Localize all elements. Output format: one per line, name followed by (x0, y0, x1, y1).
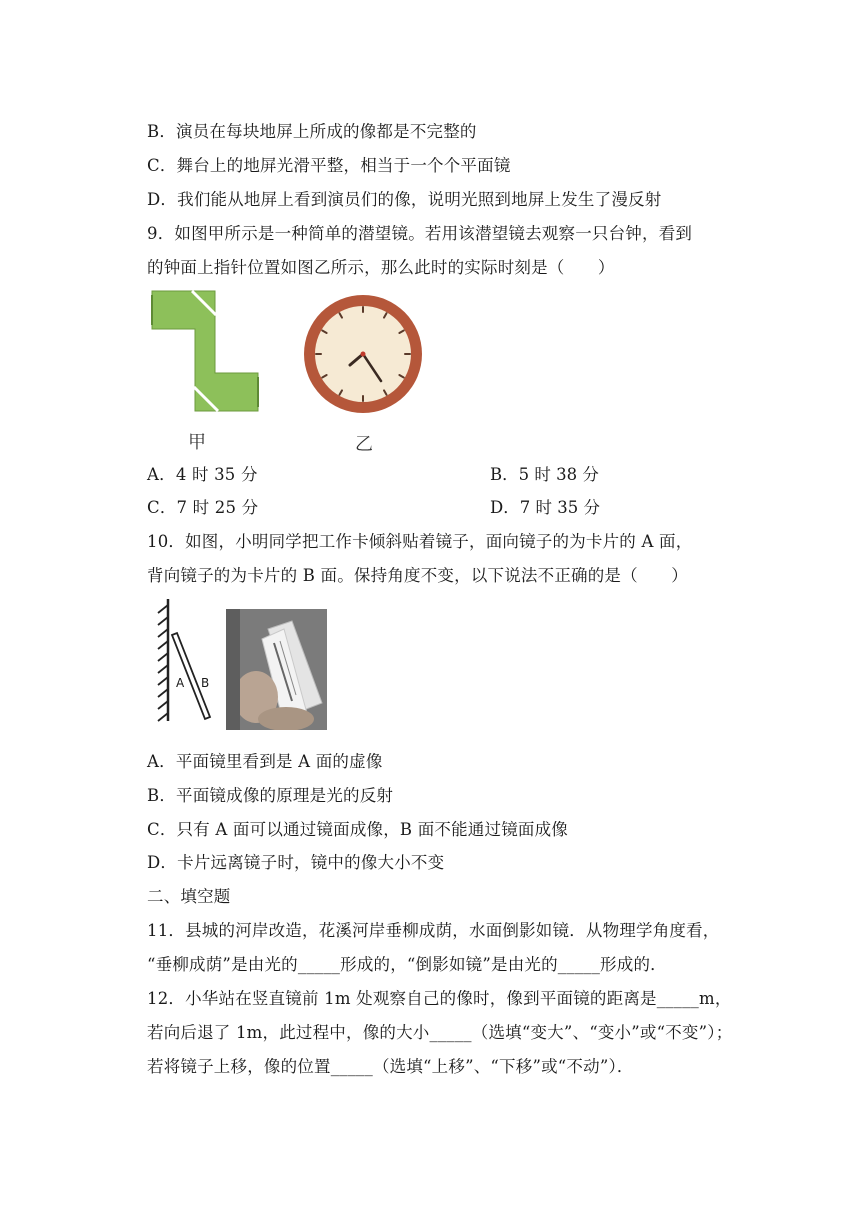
q11-line2: “垂柳成荫”是由光的_____形成的，“倒影如镜”是由光的_____形成的． (147, 955, 667, 974)
q10-option-b: B．平面镜成像的原理是光的反射 (147, 786, 394, 805)
q10-stem-line1: 10．如图，小明同学把工作卡倾斜贴着镜子，面向镜子的为卡片的 A 面， (147, 532, 693, 551)
card-mirror-photo (226, 609, 327, 730)
q12-line3: 若将镜子上移，像的位置_____（选填“上移”、“下移”或“不动”）． (147, 1057, 634, 1076)
q9-option-a: A．4 时 35 分 (147, 465, 258, 484)
q10-option-a: A．平面镜里看到是 A 面的虚像 (147, 752, 383, 771)
q12-line1: 12．小华站在竖直镜前 1m 处观察自己的像时，像到平面镜的距离是_____m， (147, 989, 732, 1008)
q11-line1: 11．县城的河岸改造，花溪河岸垂柳成荫，水面倒影如镜．从物理学角度看， (147, 921, 720, 940)
figure-label-jia: 甲 (188, 432, 206, 453)
q8-option-d: D．我们能从地屏上看到演员们的像，说明光照到地屏上发生了漫反射 (147, 190, 662, 209)
q9-stem-line2: 的钟面上指针位置如图乙所示，那么此时的实际时刻是（ ） (147, 258, 615, 277)
periscope-icon (150, 289, 262, 413)
q10-option-d: D．卡片远离镜子时，镜中的像大小不变 (147, 853, 445, 872)
card-side-b-label: B (201, 676, 210, 690)
section-heading-fill-in: 二、填空题 (147, 887, 231, 906)
q9-option-d: D．7 时 35 分 (490, 498, 600, 517)
q9-stem-line1: 9．如图甲所示是一种简单的潜望镜。若用该潜望镜去观察一只台钟，看到 (147, 224, 693, 243)
mirror-card-diagram (152, 597, 214, 723)
q10-stem-line2: 背向镜子的为卡片的 B 面。保持角度不变，以下说法不正确的是（ ） (147, 566, 688, 585)
clock-icon (302, 293, 424, 415)
q9-option-b: B．5 时 38 分 (490, 465, 599, 484)
card-side-a-label: A (176, 676, 185, 690)
q8-option-b: B．演员在每块地屏上所成的像都是不完整的 (147, 122, 477, 141)
q10-option-c: C．只有 A 面可以通过镜面成像，B 面不能通过镜面成像 (147, 820, 569, 839)
q9-option-c: C．7 时 25 分 (147, 498, 259, 517)
q12-line2: 若向后退了 1m，此过程中，像的大小_____（选填“变大”、“变小”或“不变”）； (147, 1023, 733, 1042)
q8-option-c: C．舞台上的地屏光滑平整，相当于一个个平面镜 (147, 156, 511, 175)
figure-label-yi: 乙 (355, 434, 373, 455)
